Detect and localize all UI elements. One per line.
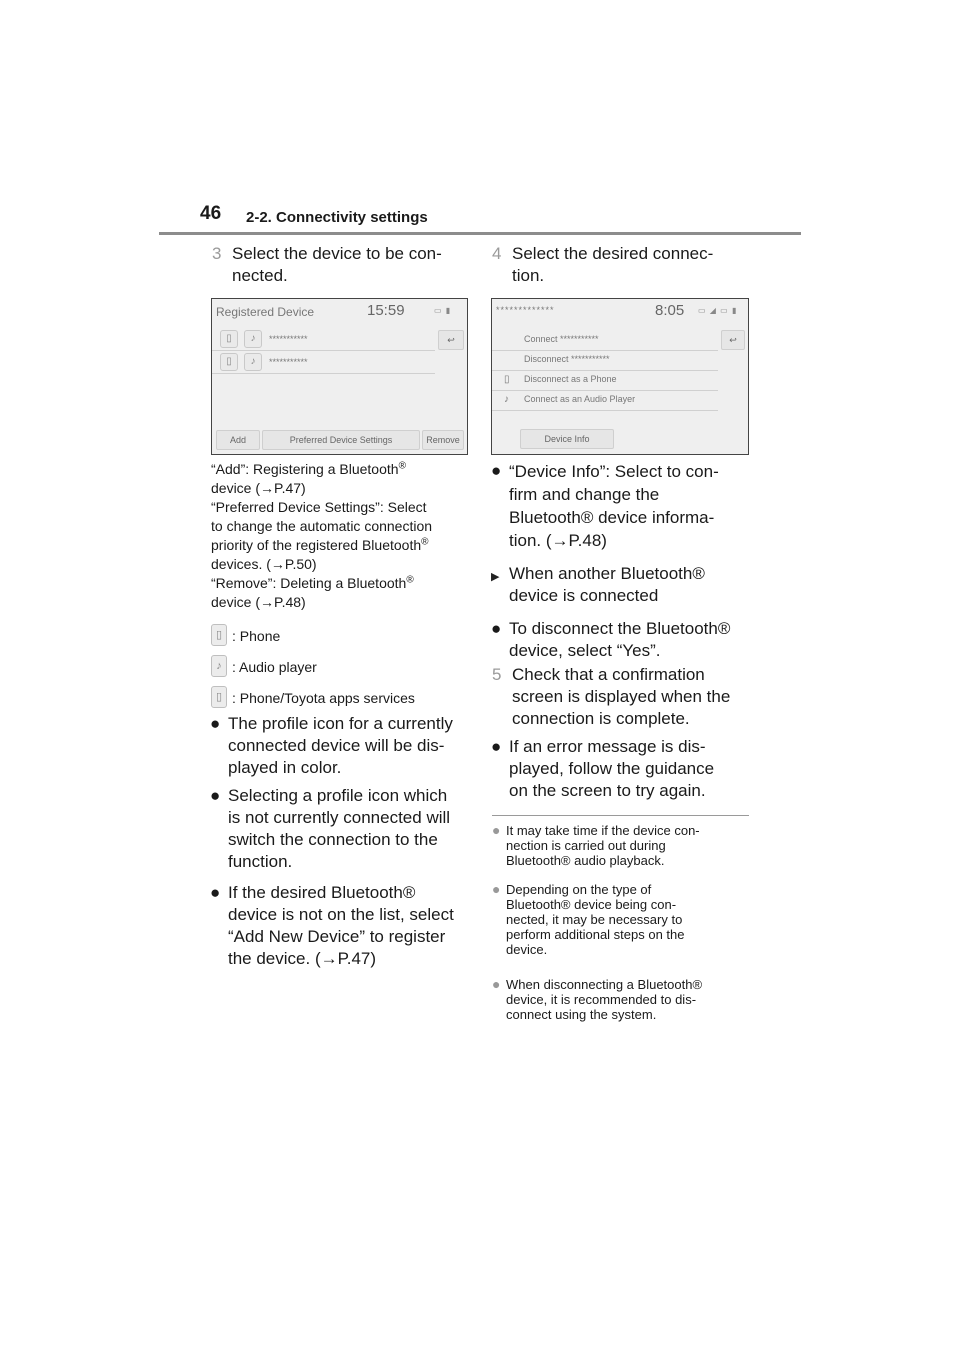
screen-title: Registered Device: [216, 305, 315, 319]
step-text: Select the desired connec- tion.: [512, 244, 714, 285]
music-note-icon: ♪: [504, 394, 509, 405]
step-number: 5: [492, 665, 502, 684]
option-label: Connect ***********: [524, 334, 599, 344]
screen-captions: [211, 460, 473, 612]
option-label: Connect as an Audio Player: [524, 394, 636, 404]
bullet-icon: ●: [210, 786, 221, 805]
phone-icon: ▯: [211, 624, 227, 646]
music-note-icon[interactable]: ♪: [244, 353, 262, 371]
option-label: Disconnect as a Phone: [524, 374, 617, 384]
bullet-icon: ●: [491, 737, 502, 756]
connection-options-screen: [491, 298, 749, 455]
step-4: [492, 243, 752, 289]
note-bullet-icon: ●: [492, 976, 501, 992]
caption-line: device (→P.47): [211, 480, 306, 496]
phone-icon[interactable]: ▯: [220, 353, 238, 371]
notes-divider: [492, 815, 749, 816]
music-note-icon: ♪: [211, 655, 227, 677]
bullet-icon: ●: [210, 883, 221, 902]
note-bullet-icon: ●: [492, 822, 501, 838]
step-3: [212, 243, 472, 289]
note-bullet-icon: ●: [492, 881, 501, 897]
remove-button[interactable]: Remove: [422, 430, 464, 450]
device-info-button[interactable]: Device Info: [520, 429, 614, 449]
device-row[interactable]: [212, 328, 435, 351]
device-name: ***********: [269, 334, 308, 344]
caption-line: “Remove”: Deleting a Bluetooth®: [211, 574, 414, 591]
screen-clock: 15:59: [367, 302, 405, 319]
legend-audio-player: : Audio player: [232, 659, 317, 675]
option-label: Disconnect ***********: [524, 354, 610, 364]
phone-toyota-apps-icon[interactable]: ▯: [220, 330, 238, 348]
page-number: 46: [200, 203, 222, 224]
caption-line: device (→P.48): [211, 594, 306, 610]
section-title: 2-2. Connectivity settings: [246, 209, 428, 226]
bullet-icon: ●: [491, 461, 502, 480]
device-row[interactable]: [212, 351, 435, 374]
header-rule: [159, 232, 801, 235]
triangle-arrow-icon: ▶: [491, 571, 500, 583]
screen-clock: 8:05: [655, 302, 685, 319]
caption-line: “Add”: Registering a Bluetooth®: [211, 460, 406, 477]
back-arrow-icon[interactable]: ↩: [721, 330, 745, 350]
caption-line: “Preferred Device Settings”: Select: [211, 499, 427, 515]
bullet-icon: ●: [210, 714, 221, 733]
preferred-device-settings-button[interactable]: Preferred Device Settings: [262, 430, 420, 450]
step-text: Check that a confirmation screen is displayed when the connection is complete.: [512, 665, 731, 728]
back-arrow-icon[interactable]: ↩: [438, 330, 464, 350]
legend-phone: : Phone: [232, 628, 281, 644]
status-icons: ▭ ◢ ▭ ▮: [698, 306, 738, 315]
status-icons: ▭ ▮: [434, 306, 452, 315]
phone-icon: ▯: [504, 374, 510, 385]
caption-line: priority of the registered Bluetooth®: [211, 536, 429, 553]
step-5: [492, 664, 754, 732]
device-name: ***********: [269, 357, 308, 367]
screen-title: *************: [496, 305, 555, 315]
step-text: Select the device to be con- nected.: [232, 244, 442, 285]
music-note-icon[interactable]: ♪: [244, 330, 262, 348]
bullet-icon: ●: [491, 619, 502, 638]
add-button[interactable]: Add: [216, 430, 260, 450]
caption-line: devices. (→P.50): [211, 556, 317, 572]
step-number: 3: [212, 244, 222, 263]
option-connect-audio[interactable]: [492, 388, 718, 411]
registered-device-screen: [211, 298, 468, 455]
legend-phone-toyota-apps: : Phone/Toyota apps services: [232, 690, 415, 706]
step-number: 4: [492, 244, 502, 263]
phone-toyota-apps-icon: ▯: [211, 686, 227, 708]
caption-line: to change the automatic connection: [211, 518, 433, 534]
